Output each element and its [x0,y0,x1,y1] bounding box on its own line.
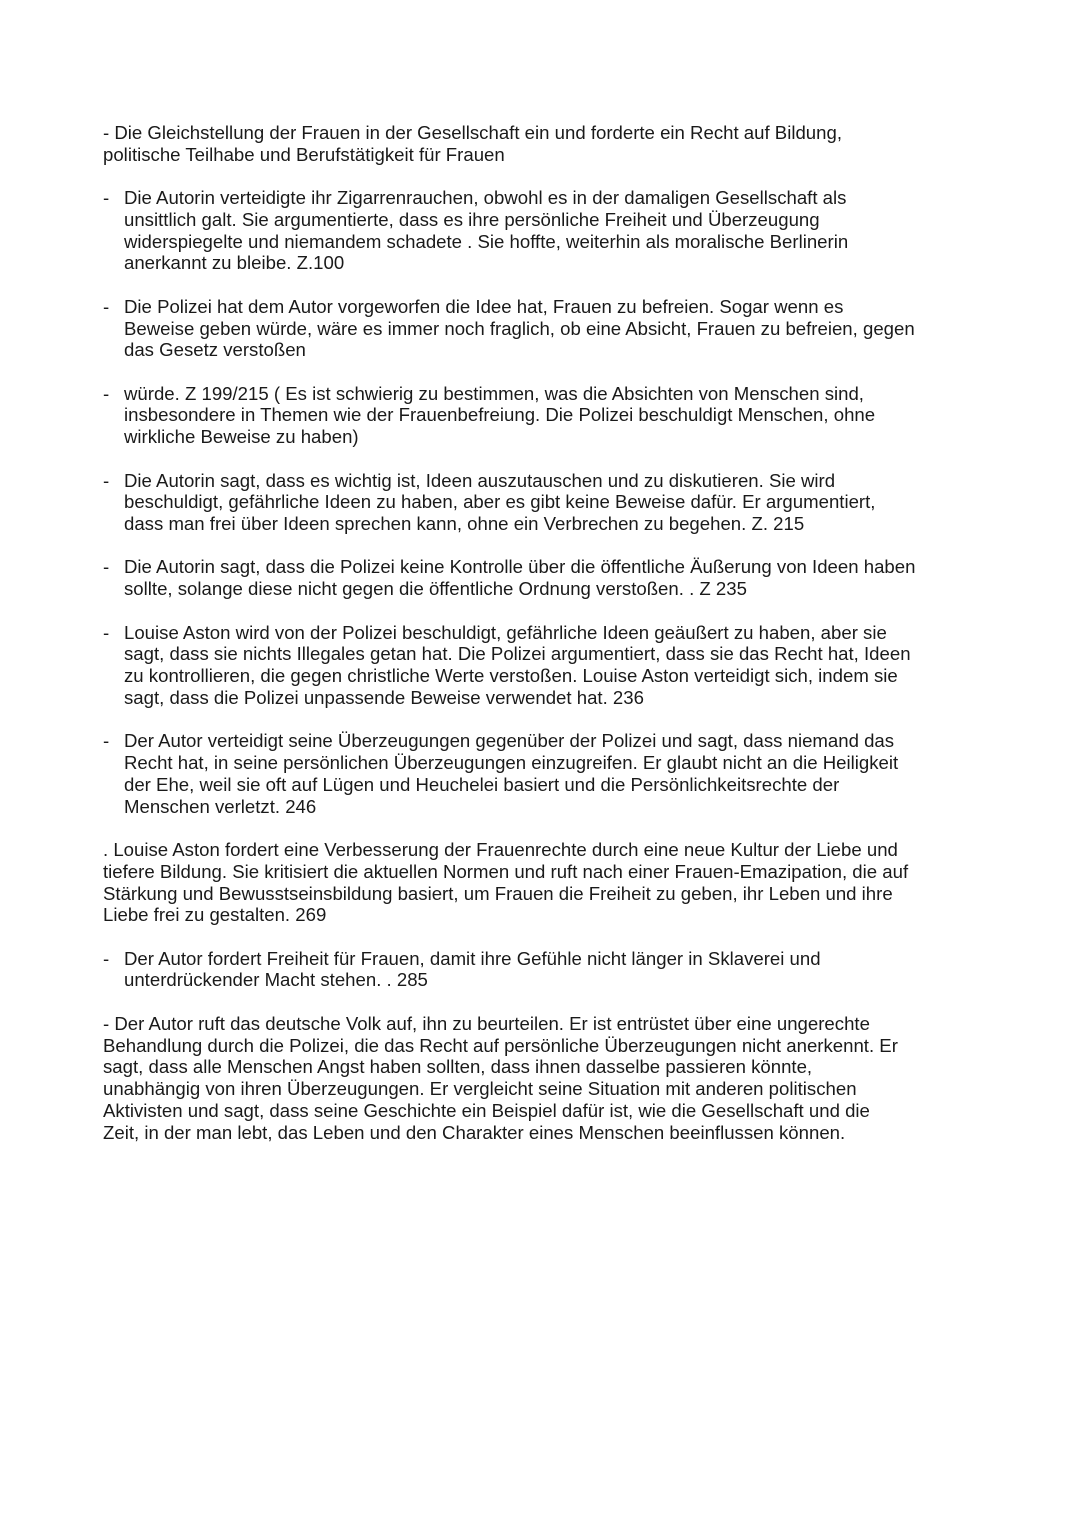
bullet-dash: - [103,382,110,404]
bullet-dash: - [103,469,110,491]
document-page [103,122,988,1165]
paragraph-womens-rights: . Louise Aston fordert eine Verbesserung der Frauenrechte durch eine neue Kultur der Liebe und tiefere Bildung. Sie kritisiert die aktuellen Normen und ruft nach einer Frauen-Emazipation, die auf Stärkung und Bewusstseinsbildung basiert, um Frauen die Freiheit zu geben, ihr Leben und ihre Liebe frei zu gestalten. 269 [103,838,909,926]
bullet-item-louise-aston-accused [103,622,988,709]
bullet-text: Die Autorin verteidigte ihr Zigarrenrauchen, obwohl es in der damaligen Gesellschaft als unsittlich galt. Sie argumentierte, dass es ihre persönliche Freiheit und Überzeugung widerspiegelte und niemandem schadete . Sie hoffte, weiterhin als moralische Berlinerin anerkannt zu bleibe. Z.100 [124,187,849,274]
bullet-dash: - [103,621,110,643]
paragraph-equality: - Die Gleichstellung der Frauen in der Gesellschaft ein und forderte ein Recht auf Bildung, politische Teilhabe und Berufstätigkeit für Frauen [103,122,842,165]
bullet-text: würde. Z 199/215 ( Es ist schwierig zu bestimmen, was die Absichten von Menschen sind, insbesondere in Themen wie der Frauenbefreiung. Die Polizei beschuldigt Menschen, ohne wirkliche Beweise zu haben) [124,382,876,448]
bullet-item-cigar-smoking [103,187,988,274]
bullet-item-convictions [103,730,988,817]
bullet-text: Die Autorin sagt, dass es wichtig ist, Ideen auszutauschen und zu diskutieren. Sie wird beschuldigt, gefährliche Ideen zu haben, aber es gibt keine Beweise dafür. Er argumentiert, dass man frei über Ideen sprechen kann, ohne ein Verbrechen zu begehen. Z. 215 [124,469,876,535]
bullet-item-freedom-for-women [103,948,988,992]
bullet-item-intentions [103,383,988,448]
bullet-dash: - [103,187,110,209]
paragraph-german-people: - Der Autor ruft das deutsche Volk auf, ihn zu beurteilen. Er ist entrüstet über eine ungerechte Behandlung durch die Polizei, die das Recht auf persönliche Überzeugungen nicht anerkennt. Er sagt, dass alle Menschen Angst haben sollten, dass ihnen dasselbe passieren könnte, unabhängig von ihren Überzeugungen. Er vergleicht seine Situation mit anderen politischen Aktivisten und sagt, dass seine Geschichte ein Beispiel dafür ist, wie die Gesellschaft und die Zeit, in der man lebt, das Leben und den Charakter eines Menschen beeinflussen können. [103,1012,898,1143]
bullet-dash: - [103,556,110,578]
bullet-text: Die Autorin sagt, dass die Polizei keine Kontrolle über die öffentliche Äußerung von Ideen haben sollte, solange diese nicht gegen die öffentliche Ordnung verstoßen. . Z 235 [124,556,916,600]
bullet-text: Die Polizei hat dem Autor vorgeworfen die Idee hat, Frauen zu befreien. Sogar wenn es Beweise geben würde, wäre es immer noch fraglich, ob eine Absicht, Frauen zu befreien, gegen das Gesetz verstoßen [124,295,915,361]
bullet-dash: - [103,295,110,317]
bullet-text: Der Autor fordert Freiheit für Frauen, damit ihre Gefühle nicht länger in Sklaverei und unterdrückender Macht stehen. . 285 [124,947,821,991]
bullet-text: Der Autor verteidigt seine Überzeugungen gegenüber der Polizei und sagt, dass niemand das Recht hat, in seine persönlichen Überzeugungen einzugreifen. Er glaubt nicht an die Heiligkeit der Ehe, weil sie oft auf Lügen und Heuchelei basiert und die Persönlichkeitsrechte der Menschen verletzt. 246 [124,730,899,817]
bullet-item-public-expression [103,556,988,600]
bullet-dash: - [103,947,110,969]
bullet-text: Louise Aston wird von der Polizei beschuldigt, gefährliche Ideen geäußert zu haben, aber sie sagt, dass sie nichts Illegales getan hat. Die Polizei argumentiert, dass sie das Recht hat, Ideen zu kontrollieren, die gegen christliche Werte verstoßen. Louise Aston verteidigt sich, indem sie sagt, dass die Polizei unpassende Beweise verwendet hat. 236 [124,621,911,708]
bullet-item-exchange-ideas [103,470,988,535]
bullet-dash: - [103,730,110,752]
bullet-item-police-accusation [103,296,988,361]
